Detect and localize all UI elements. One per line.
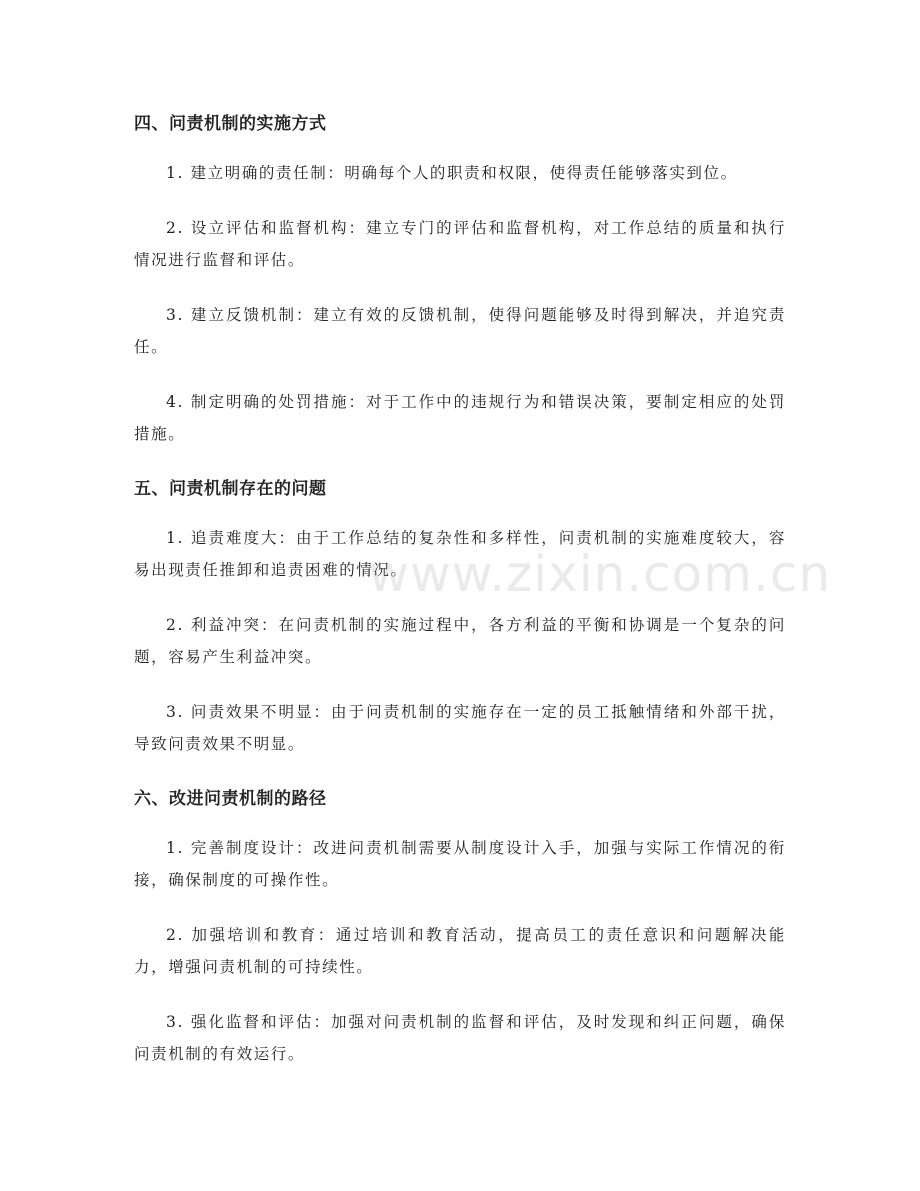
paragraph: 1. 完善制度设计：改进问责机制需要从制度设计入手，加强与实际工作情况的衔接，确保制度的可操作性。 — [134, 839, 786, 889]
paragraph: 1. 追责难度大：由于工作总结的复杂性和多样性，问责机制的实施难度较大，容易出现责任推卸和追责困难的情况。 — [134, 529, 786, 579]
paragraph: 4. 制定明确的处罚措施：对于工作中的违规行为和错误决策，要制定相应的处罚措施。 — [134, 393, 786, 443]
paragraph: 3. 问责效果不明显：由于问责机制的实施存在一定的员工抵触情绪和外部干扰，导致问责效果不明显。 — [134, 703, 786, 753]
section-heading: 四、问责机制的实施方式 — [134, 114, 327, 134]
paragraph: 3. 强化监督和评估：加强对问责机制的监督和评估，及时发现和纠正问题，确保问责机制的有效运行。 — [134, 1013, 786, 1063]
document-page — [134, 108, 786, 1070]
section-body — [134, 832, 786, 1070]
paragraph: 3. 建立反馈机制：建立有效的反馈机制，使得问题能够及时得到解决，并追究责任。 — [134, 306, 786, 356]
section-body — [134, 522, 786, 760]
watermark: www.zixin.com.cn — [368, 545, 832, 603]
section-body — [134, 157, 786, 450]
paragraph: 2. 加强培训和教育：通过培训和教育活动，提高员工的责任意识和问题解决能力，增强问责机制的可持续性。 — [134, 926, 786, 976]
paragraph: 1. 建立明确的责任制：明确每个人的职责和权限，使得责任能够落实到位。 — [166, 164, 738, 182]
section-implementation — [134, 108, 786, 450]
section-heading: 五、问责机制存在的问题 — [134, 479, 327, 499]
section-problems — [134, 473, 786, 760]
paragraph: 2. 利益冲突：在问责机制的实施过程中，各方利益的平衡和协调是一个复杂的问题，容易产生利益冲突。 — [134, 616, 786, 666]
paragraph: 2. 设立评估和监督机构：建立专门的评估和监督机构，对工作总结的质量和执行情况进行监督和评估。 — [134, 219, 786, 269]
section-improvement — [134, 783, 786, 1070]
section-heading: 六、改进问责机制的路径 — [134, 789, 327, 809]
